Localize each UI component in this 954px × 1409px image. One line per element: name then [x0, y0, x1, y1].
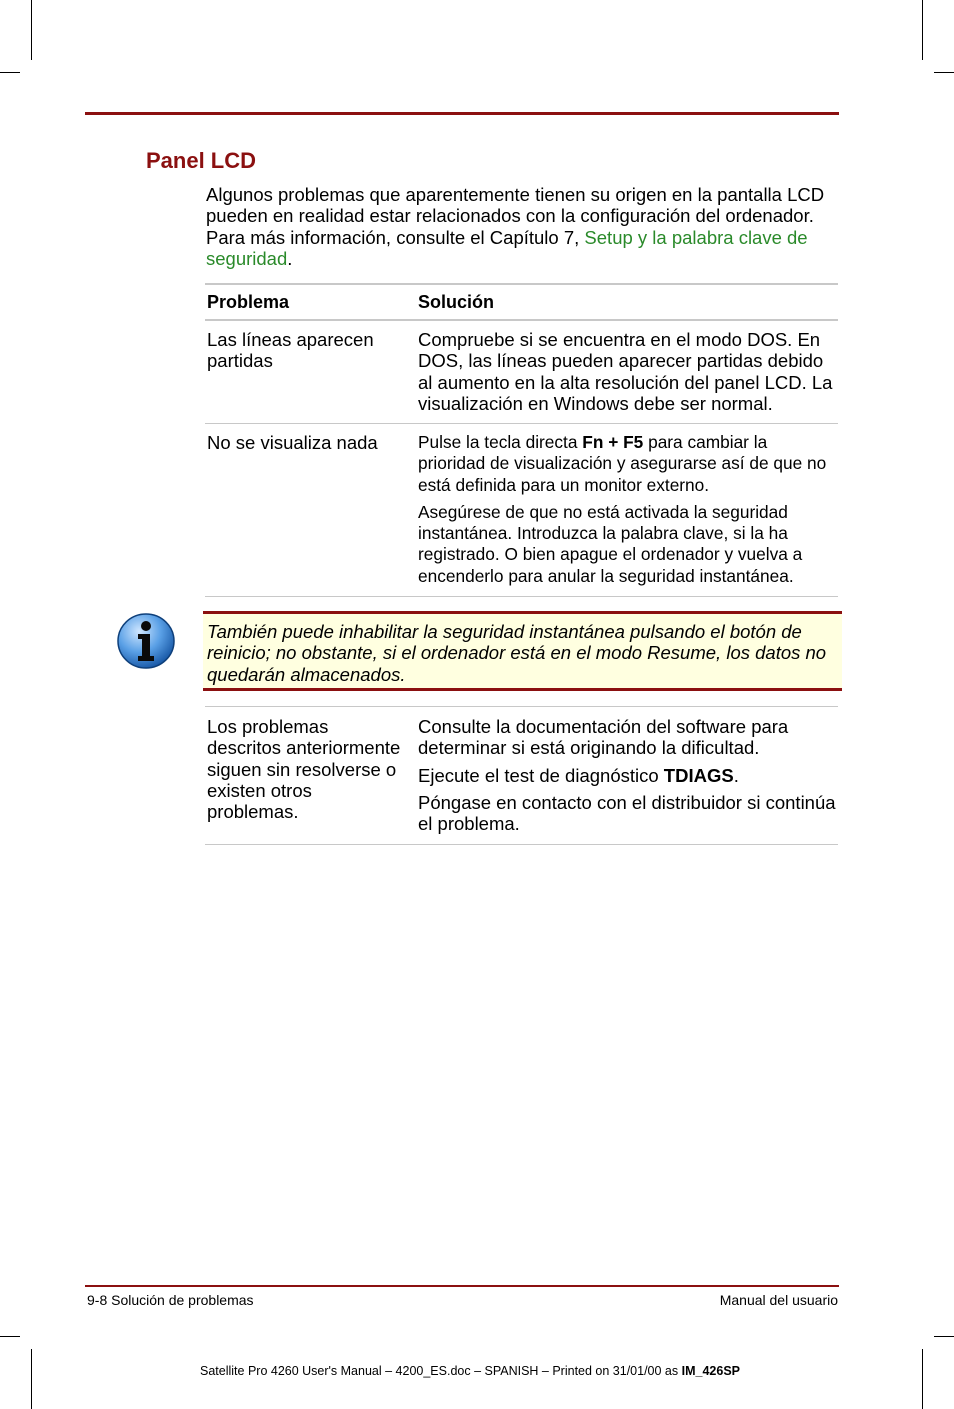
table-row-problem: No se visualiza nada: [207, 432, 378, 453]
crop-mark: [0, 1336, 20, 1337]
footer-page-label: 9-8 Solución de problemas: [87, 1292, 254, 1308]
table-row-rule: [205, 423, 838, 424]
table-row-solution: Consulte la documentación del software para determinar si está originando la dificultad. Ejecute el test de diagnóstico TDIAGS. Póngase en contacto con el distribuidor si continúa el problema.: [418, 716, 836, 835]
table-row-rule: [205, 596, 838, 597]
info-icon: [116, 612, 176, 670]
crop-mark: [31, 1349, 32, 1409]
crop-mark: [934, 72, 954, 73]
crop-mark: [31, 0, 32, 60]
footer-manual-label: Manual del usuario: [719, 1292, 838, 1308]
crop-mark: [934, 1336, 954, 1337]
crop-mark: [922, 1349, 923, 1409]
note-text: También puede inhabilitar la seguridad instantánea pulsando el botón de reinicio; no obstante, si el ordenador está en el modo Resume, los datos no quedarán almacenados.: [207, 621, 827, 685]
cross-reference-link[interactable]: Setup y la palabra clave de seguridad: [206, 226, 808, 269]
table-row-problem: Los problemas descritos anteriormente siguen sin resolverse o existen otros problemas.: [207, 716, 401, 823]
table-row-solution: Compruebe si se encuentra en el modo DOS. En DOS, las líneas pueden aparecer partidas debido al aumento en la alta resolución del panel LCD. La visualización en Windows debe ser normal.: [418, 329, 833, 414]
table-header-rule: [205, 319, 838, 321]
note-box: [203, 611, 842, 691]
print-info: Satellite Pro 4260 User's Manual – 4200_ES.doc – SPANISH – Printed on 31/01/00 as IM_426SP: [200, 1364, 740, 1378]
section-title: Panel LCD: [146, 148, 257, 173]
table-row-solution: Pulse la tecla directa Fn + F5 para cambiar la prioridad de visualización y asegurarse así de que no está definida para un monitor externo. Asegúrese de que no está activada la seguridad instantánea. Introduzca la palabra clave, si la ha registrado. O bien apague el ordenador y vuelva a encenderlo para anular la seguridad instantánea.: [418, 432, 827, 586]
column-header-solution: Solución: [418, 292, 494, 312]
column-header-problem: Problema: [207, 292, 290, 312]
footer-rule: [85, 1285, 839, 1287]
table-top-rule: [205, 283, 838, 285]
header-rule: [85, 112, 839, 115]
table-bottom-rule: [205, 844, 838, 845]
table-row-rule: [205, 706, 838, 707]
crop-mark: [0, 72, 20, 73]
table-row-problem: Las líneas aparecen partidas: [207, 329, 374, 372]
intro-paragraph: Algunos problemas que aparentemente tienen su origen en la pantalla LCD pueden en realidad estar relacionados con la configuración del ordenador. Para más información, consulte el Capítulo 7, Setup y la palabra clave de seguridad.: [206, 184, 825, 269]
crop-mark: [922, 0, 923, 60]
